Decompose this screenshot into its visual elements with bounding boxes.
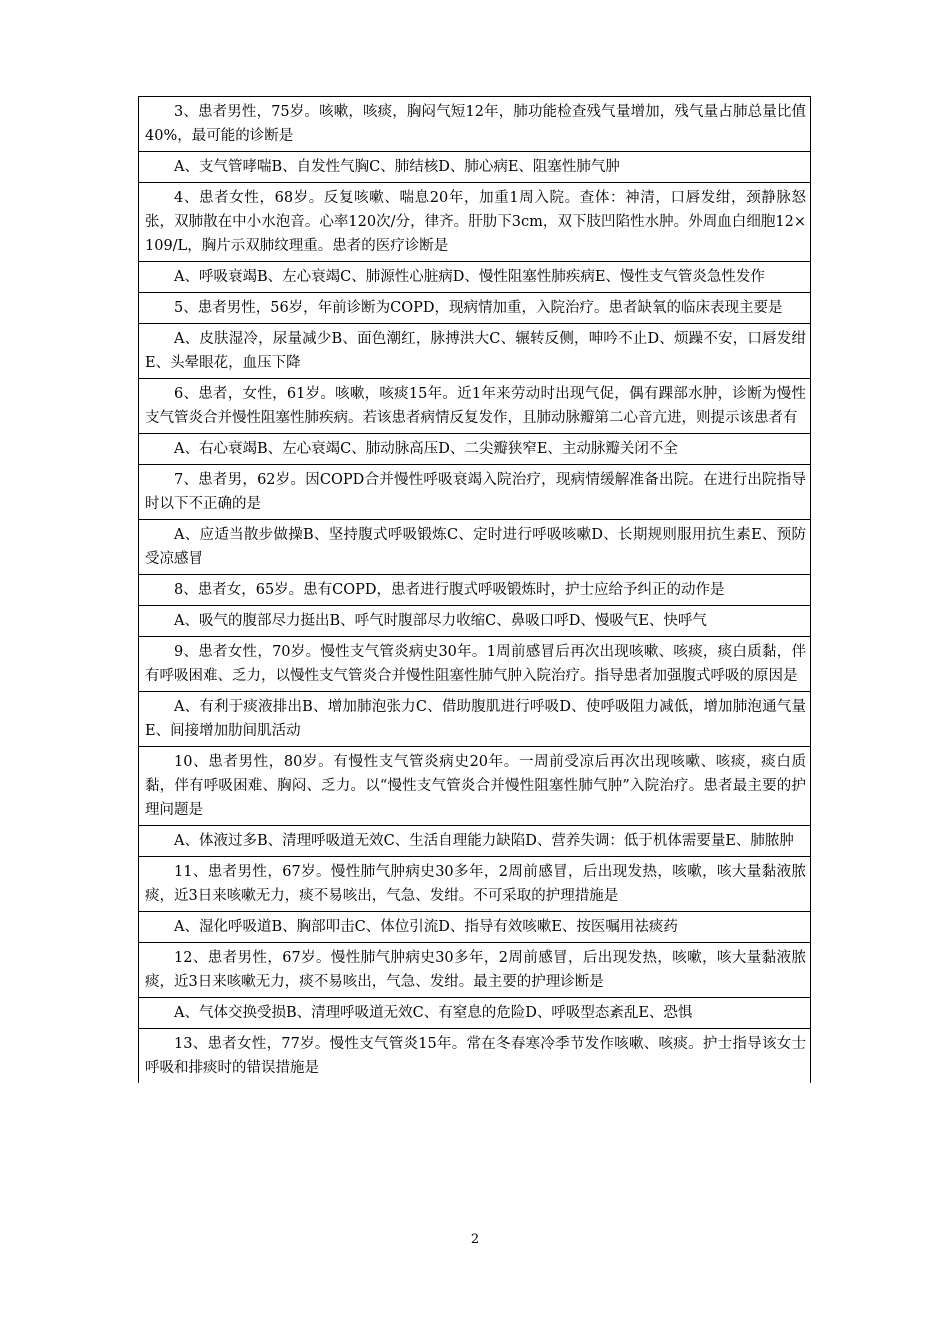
options-row <box>139 998 811 1029</box>
options-row <box>139 434 811 465</box>
options-text: A、吸气的腹部尽力挺出B、呼气时腹部尽力收缩C、鼻吸口呼D、慢吸气E、快呼气 <box>139 606 811 637</box>
question-text: 6、患者，女性，61岁。咳嗽，咳痰15年。近1年来劳动时出现气促，偶有踝部水肿，诊断为慢性支气管炎合并慢性阻塞性肺疾病。若该患者病情反复发作，且肺动脉瓣第二心音亢进，则提示该患者有 <box>139 379 811 434</box>
options-row <box>139 692 811 747</box>
question-table-body <box>139 97 811 1084</box>
options-row <box>139 606 811 637</box>
options-text: A、应适当散步做操B、坚持腹式呼吸锻炼C、定时进行呼吸咳嗽D、长期规则服用抗生素E、预防受凉感冒 <box>139 520 811 575</box>
question-text: 7、患者男，62岁。因COPD合并慢性呼吸衰竭入院治疗，现病情缓解准备出院。在进行出院指导时以下不正确的是 <box>139 465 811 520</box>
question-row <box>139 637 811 692</box>
question-table <box>138 96 811 1083</box>
options-row <box>139 262 811 293</box>
question-row <box>139 97 811 152</box>
question-text: 4、患者女性，68岁。反复咳嗽、喘息20年，加重1周入院。查体：神清，口唇发绀，颈静脉怒张，双肺散在中小水泡音。心率120次/分，律齐。肝肋下3cm，双下肢凹陷性水肿。外周血白细胞12×109/L，胸片示双肺纹理重。患者的医疗诊断是 <box>139 183 811 262</box>
options-row <box>139 520 811 575</box>
question-text: 3、患者男性，75岁。咳嗽，咳痰，胸闷气短12年，肺功能检查残气量增加，残气量占肺总量比值40%，最可能的诊断是 <box>139 97 811 152</box>
question-row <box>139 465 811 520</box>
question-text: 8、患者女，65岁。患有COPD，患者进行腹式呼吸锻炼时，护士应给予纠正的动作是 <box>139 575 811 606</box>
question-text: 10、患者男性，80岁。有慢性支气管炎病史20年。一周前受凉后再次出现咳嗽、咳痰，痰白质黏，伴有呼吸困难、胸闷、乏力。以“慢性支气管炎合并慢性阻塞性肺气肿”入院治疗。患者最主要的护理问题是 <box>139 747 811 826</box>
question-text: 13、患者女性，77岁。慢性支气管炎15年。常在冬春寒冷季节发作咳嗽、咳痰。护士指导该女士呼吸和排痰时的错误措施是 <box>139 1029 811 1084</box>
question-row <box>139 747 811 826</box>
question-row <box>139 1029 811 1084</box>
question-row <box>139 293 811 324</box>
question-text: 5、患者男性，56岁，年前诊断为COPD，现病情加重，入院治疗。患者缺氧的临床表现主要是 <box>139 293 811 324</box>
options-text: A、湿化呼吸道B、胸部叩击C、体位引流D、指导有效咳嗽E、按医嘱用祛痰药 <box>139 912 811 943</box>
question-text: 11、患者男性，67岁。慢性肺气肿病史30多年，2周前感冒，后出现发热，咳嗽，咳大量黏液脓痰，近3日来咳嗽无力，痰不易咳出，气急、发绀。不可采取的护理措施是 <box>139 857 811 912</box>
question-text: 12、患者男性，67岁。慢性肺气肿病史30多年，2周前感冒，后出现发热，咳嗽，咳大量黏液脓痰，近3日来咳嗽无力，痰不易咳出，气急、发绀。最主要的护理诊断是 <box>139 943 811 998</box>
options-text: A、气体交换受损B、清理呼吸道无效C、有窒息的危险D、呼吸型态紊乱E、恐惧 <box>139 998 811 1029</box>
options-row <box>139 324 811 379</box>
options-text: A、皮肤湿冷，尿量减少B、面色潮红，脉搏洪大C、辗转反侧，呻吟不止D、烦躁不安，口唇发绀E、头晕眼花，血压下降 <box>139 324 811 379</box>
options-text: A、有利于痰液排出B、增加肺泡张力C、借助腹肌进行呼吸D、使呼吸阻力减低，增加肺泡通气量E、间接增加肋间肌活动 <box>139 692 811 747</box>
question-row <box>139 857 811 912</box>
options-text: A、支气管哮喘B、自发性气胸C、肺结核D、肺心病E、阻塞性肺气肿 <box>139 152 811 183</box>
question-row <box>139 575 811 606</box>
options-row <box>139 912 811 943</box>
question-row <box>139 379 811 434</box>
options-text: A、右心衰竭B、左心衰竭C、肺动脉高压D、二尖瓣狭窄E、主动脉瓣关闭不全 <box>139 434 811 465</box>
question-row <box>139 943 811 998</box>
question-text: 9、患者女性，70岁。慢性支气管炎病史30年。1周前感冒后再次出现咳嗽、咳痰，痰白质黏，伴有呼吸困难、乏力，以慢性支气管炎合并慢性阻塞性肺气肿入院治疗。指导患者加强腹式呼吸的原因是 <box>139 637 811 692</box>
page-number: 2 <box>470 1232 480 1247</box>
options-text: A、呼吸衰竭B、左心衰竭C、肺源性心脏病D、慢性阻塞性肺疾病E、慢性支气管炎急性发作 <box>139 262 811 293</box>
question-row <box>139 183 811 262</box>
options-row <box>139 152 811 183</box>
options-text: A、体液过多B、清理呼吸道无效C、生活自理能力缺陷D、营养失调：低于机体需要量E、肺脓肿 <box>139 826 811 857</box>
options-row <box>139 826 811 857</box>
